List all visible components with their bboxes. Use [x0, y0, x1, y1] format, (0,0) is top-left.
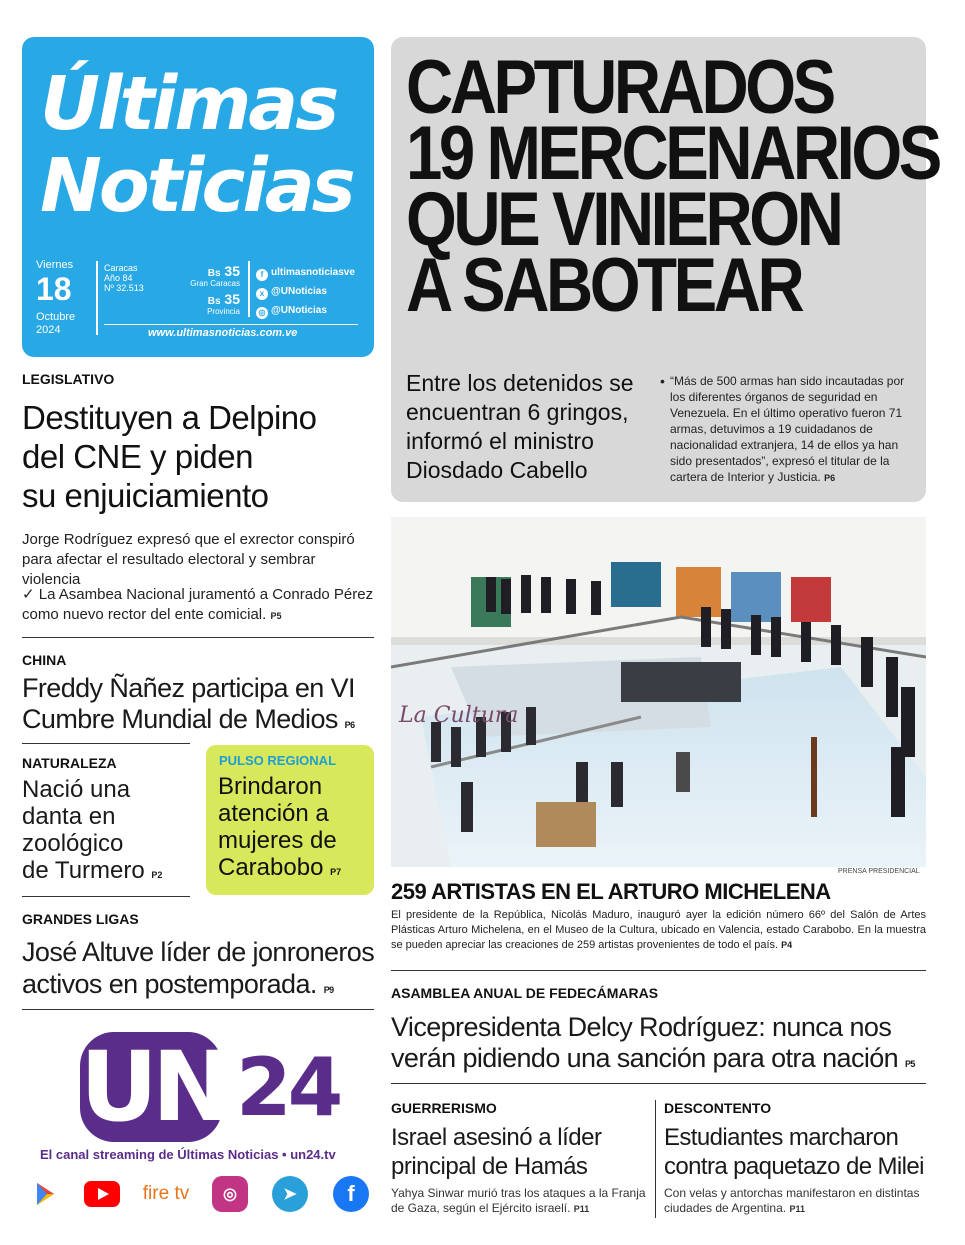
edition-info — [104, 263, 144, 293]
photo-headline[interactable]: 259 ARTISTAS EN EL ARTURO MICHELENA — [391, 879, 831, 904]
divider — [22, 896, 190, 897]
page-ref: P11 — [789, 1204, 805, 1214]
page-ref: P5 — [270, 611, 282, 621]
kicker-fedecamaras: ASAMBLEA ANUAL DE FEDECÁMARAS — [391, 985, 659, 1001]
headline-altuve[interactable]: José Altuve líder de jonroneros activos en postemporada. P9 — [22, 937, 375, 999]
social-handles — [256, 263, 355, 320]
deck-hamas: Yahya Sinwar murió tras los ataques a la Franja de Gaza, según el Ejército israelí. P11 — [391, 1186, 646, 1215]
logo-line-1: Últimas — [40, 61, 337, 147]
social-x[interactable]: x @UNoticias — [256, 282, 355, 301]
page-ref: P11 — [573, 1204, 590, 1214]
year: 2024 — [36, 324, 61, 336]
price-label: Gran Caracas — [190, 279, 240, 288]
lead-subtitle: Entre los detenidos se encuentran 6 gringos, informó el ministro Diosdado Cabello — [406, 370, 634, 483]
photo-caption: El presidente de la República, Nicolás Maduro, inauguró ayer la edición número 66º del Salón de Artes Plásticas Arturo Michelena, en el Museo de la Cultura, ubicado en Valencia, estado Carabobo. En la muestra se pueden apreciar las creaciones de 259 artistas provenientes de todo el país. P4 — [391, 909, 926, 951]
un24-logo-text: UN — [80, 1031, 227, 1143]
headline-carabobo: Brindaron atención a mujeres de Carabobo P7 — [218, 773, 342, 881]
museum-photo — [391, 517, 926, 867]
lead-quote: • “Más de 500 armas han sido incautadas por los diferentes órganos de seguridad en Venezuela. En el último operativo fueron 71 armas, detuvimos a 19 cuidadanos de nacionalidad extranjera, 14 de ellos ya han sido presentados”, expresó el titular de la cartera de Interior y Justicia. P6 — [670, 373, 910, 486]
facebook-icon[interactable]: f — [333, 1176, 369, 1212]
divider — [22, 637, 374, 638]
price-gran-caracas: Bs 35 — [207, 263, 240, 279]
headline-danta[interactable]: Nació una danta en zoológico de Turmero P2 — [22, 776, 163, 884]
city: Caracas — [104, 263, 138, 273]
facebook-icon: f — [256, 269, 268, 281]
wall-text: La Cultura — [399, 703, 519, 728]
youtube-icon[interactable] — [84, 1176, 120, 1212]
photo-credit: PRENSA PRESIDENCIAL — [838, 868, 920, 875]
lead-headline[interactable]: CAPTURADOS 19 MERCENARIOS QUE VINIERON A SABOTEAR — [406, 45, 939, 328]
check-icon: ✓ — [22, 586, 35, 603]
month-year — [36, 311, 75, 337]
un24-tagline: El canal streaming de Últimas Noticias • un24.tv — [40, 1147, 336, 1162]
day-name: Viernes — [36, 259, 74, 271]
google-play-icon[interactable] — [28, 1176, 64, 1212]
kicker-china: CHINA — [22, 652, 67, 668]
instagram-icon: ◎ — [256, 307, 268, 319]
lead-story — [391, 37, 939, 502]
museum-photo-illustration — [391, 517, 926, 867]
divider — [391, 1083, 926, 1084]
divider — [22, 743, 190, 744]
website-link[interactable]: www.ultimasnoticias.com.ve — [148, 327, 298, 339]
kicker-legislativo: LEGISLATIVO — [22, 371, 115, 387]
deck-milei: Con velas y antorchas manifestaron en distintas ciudades de Argentina. P11 — [664, 1186, 920, 1215]
divider — [22, 1009, 374, 1010]
divider — [104, 324, 358, 325]
masthead — [22, 37, 374, 357]
un24-number: 24 — [236, 1041, 340, 1134]
price-label: Provincia — [207, 307, 240, 316]
logo-line-2: Noticias — [40, 143, 353, 229]
kicker-grandes-ligas: GRANDES LIGAS — [22, 911, 139, 927]
firetv-icon[interactable]: fire tv — [138, 1176, 194, 1212]
social-facebook[interactable]: f ultimasnoticiasve — [256, 263, 355, 282]
page-ref: P6 — [344, 720, 355, 730]
month: Octubre — [36, 311, 76, 323]
instagram-icon[interactable]: ◎ — [212, 1176, 248, 1212]
page-ref: P5 — [905, 1059, 915, 1069]
page-ref: P2 — [151, 870, 163, 880]
headline-hamas[interactable]: Israel asesinó a líder principal de Hamás — [391, 1124, 602, 1180]
page-ref: P9 — [323, 985, 334, 995]
note-delpino: ✓ La Asambea Nacional juramentó a Conrado Pérez como nuevo rector del ente comicial. P5 — [22, 586, 374, 623]
issue: Nº 32.513 — [104, 283, 144, 293]
page-ref: P6 — [824, 473, 836, 483]
deck-delpino: Jorge Rodríguez expresó que el exrector conspiró para afectar el resultado electoral y sembrar violencia — [22, 531, 355, 588]
headline-milei[interactable]: Estudiantes marcharon contra paquetazo de Milei — [664, 1124, 924, 1180]
divider — [391, 970, 926, 971]
day-number: 18 — [36, 271, 72, 307]
x-icon: x — [256, 288, 268, 300]
divider — [655, 1100, 656, 1218]
telegram-icon[interactable]: ➤ — [272, 1176, 308, 1212]
divider — [248, 261, 250, 317]
kicker-guerrerismo: GUERRERISMO — [391, 1100, 497, 1116]
un24-logo[interactable] — [80, 1031, 227, 1143]
page-ref: P4 — [781, 940, 793, 950]
prices — [174, 263, 240, 319]
volume: Año 84 — [104, 273, 133, 283]
kicker-pulso: PULSO REGIONAL — [219, 753, 337, 768]
pulso-regional-box[interactable] — [206, 745, 374, 895]
social-instagram[interactable]: ◎ @UNoticias — [256, 301, 355, 320]
kicker-descontento: DESCONTENTO — [664, 1100, 772, 1116]
headline-delcy[interactable]: Vicepresidenta Delcy Rodríguez: nunca nos verán pidiendo una sanción para otra nación P5 — [391, 1012, 915, 1073]
headline-delpino[interactable]: Destituyen a Delpino del CNE y piden su enjuiciamiento — [22, 399, 317, 514]
price-provincia: Bs 35 — [207, 291, 240, 307]
divider — [96, 261, 98, 335]
kicker-naturaleza: NATURALEZA — [22, 755, 117, 771]
page-ref: P7 — [330, 867, 342, 877]
headline-nanez[interactable]: Freddy Ñañez participa en VI Cumbre Mundial de Medios P6 — [22, 673, 355, 734]
